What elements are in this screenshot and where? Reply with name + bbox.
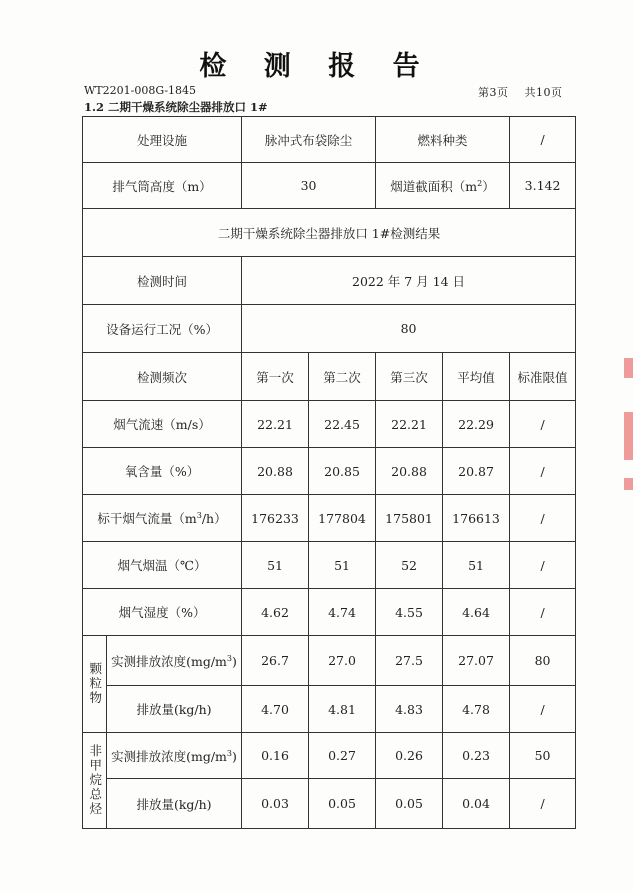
cell-limit: / bbox=[510, 542, 576, 589]
result-title: 二期干燥系统除尘器排放口 1#检测结果 bbox=[83, 209, 576, 257]
test-time-value: 2022 年 7 月 14 日 bbox=[242, 257, 576, 305]
cell-v1: 0.03 bbox=[242, 779, 309, 829]
row-label bbox=[107, 733, 242, 779]
col-limit: 标准限值 bbox=[510, 353, 576, 401]
cell-v2: 51 bbox=[309, 542, 376, 589]
table-row-flow bbox=[83, 495, 576, 542]
cell-limit: 50 bbox=[510, 733, 576, 779]
cell-v1: 20.88 bbox=[242, 448, 309, 495]
cell-v2: 27.0 bbox=[309, 636, 376, 686]
results-table bbox=[82, 116, 576, 829]
cell-v1: 26.7 bbox=[242, 636, 309, 686]
facility-label: 处理设施 bbox=[83, 117, 242, 163]
stack-height-value: 30 bbox=[242, 163, 376, 209]
stack-row bbox=[83, 163, 576, 209]
table-row-temp bbox=[83, 542, 576, 589]
cell-v3: 0.05 bbox=[376, 779, 443, 829]
cell-v1: 4.70 bbox=[242, 686, 309, 733]
conc-label-sup: 3 bbox=[226, 653, 232, 663]
cell-v3: 52 bbox=[376, 542, 443, 589]
particulate-group-text: 颗粒物 bbox=[87, 662, 103, 706]
row-label: 排放量(kg/h) bbox=[107, 779, 242, 829]
cell-avg: 22.29 bbox=[443, 401, 510, 448]
cell-limit: 80 bbox=[510, 636, 576, 686]
cell-v1: 0.16 bbox=[242, 733, 309, 779]
seal-stamp-edge-2 bbox=[624, 412, 633, 460]
table-row-nmhc-rate bbox=[83, 779, 576, 829]
operation-value: 80 bbox=[242, 305, 576, 353]
flue-area-label-sup: 2 bbox=[477, 178, 483, 188]
row-label: 烟气烟温（℃） bbox=[83, 542, 242, 589]
conc-label-end: ) bbox=[232, 653, 237, 669]
cell-limit: / bbox=[510, 779, 576, 829]
row-label: 氧含量（%） bbox=[83, 448, 242, 495]
table-row-particulate-conc bbox=[83, 636, 576, 686]
cell-v1: 22.21 bbox=[242, 401, 309, 448]
cell-v3: 22.21 bbox=[376, 401, 443, 448]
flue-area-label bbox=[376, 163, 510, 209]
facility-row bbox=[83, 117, 576, 163]
fuel-value: / bbox=[510, 117, 576, 163]
cell-limit: / bbox=[510, 589, 576, 636]
col-third: 第三次 bbox=[376, 353, 443, 401]
test-time-label: 检测时间 bbox=[83, 257, 242, 305]
stack-height-label: 排气筒高度（m） bbox=[83, 163, 242, 209]
cell-v2: 4.74 bbox=[309, 589, 376, 636]
cell-v1: 51 bbox=[242, 542, 309, 589]
cell-v3: 175801 bbox=[376, 495, 443, 542]
report-title: 检 测 报 告 bbox=[199, 51, 434, 82]
cell-avg: 0.23 bbox=[443, 733, 510, 779]
cell-v2: 177804 bbox=[309, 495, 376, 542]
result-title-row bbox=[83, 209, 576, 257]
table-row-humidity bbox=[83, 589, 576, 636]
cell-v3: 4.83 bbox=[376, 686, 443, 733]
cell-v3: 20.88 bbox=[376, 448, 443, 495]
table-row-nmhc-conc bbox=[83, 733, 576, 779]
page-info: 第3页 共10页 bbox=[478, 86, 563, 99]
cell-v2: 20.85 bbox=[309, 448, 376, 495]
conc-label-end: ) bbox=[232, 748, 237, 764]
row-label bbox=[107, 636, 242, 686]
table-row-particulate-rate bbox=[83, 686, 576, 733]
col-second: 第二次 bbox=[309, 353, 376, 401]
row-label: 排放量(kg/h) bbox=[107, 686, 242, 733]
flow-label-sup: 3 bbox=[196, 510, 202, 520]
seal-stamp-edge-1 bbox=[624, 358, 633, 378]
table-row-velocity bbox=[83, 401, 576, 448]
flow-label-end: /h） bbox=[201, 511, 227, 526]
cell-avg: 27.07 bbox=[443, 636, 510, 686]
flue-area-label-main: 烟道截面积（m bbox=[390, 178, 478, 194]
flue-area-label-end: ） bbox=[482, 178, 495, 194]
cell-v1: 176233 bbox=[242, 495, 309, 542]
cell-limit: / bbox=[510, 686, 576, 733]
operation-label: 设备运行工况（%） bbox=[83, 305, 242, 353]
cell-v2: 22.45 bbox=[309, 401, 376, 448]
cell-v3: 27.5 bbox=[376, 636, 443, 686]
section-title: 1.2 二期干燥系统除尘器排放口 1# bbox=[84, 100, 268, 114]
cell-v2: 0.05 bbox=[309, 779, 376, 829]
cell-avg: 51 bbox=[443, 542, 510, 589]
cell-v2: 0.27 bbox=[309, 733, 376, 779]
table-row-oxygen bbox=[83, 448, 576, 495]
flow-label-main: 标干烟气流量（m bbox=[97, 511, 197, 526]
cell-avg: 4.78 bbox=[443, 686, 510, 733]
test-time-row bbox=[83, 257, 576, 305]
cell-avg: 0.04 bbox=[443, 779, 510, 829]
report-number: WT2201-008G-1845 bbox=[84, 84, 197, 97]
nmhc-group-text: 非甲烷总烃 bbox=[87, 744, 103, 817]
cell-avg: 4.64 bbox=[443, 589, 510, 636]
col-freq: 检测频次 bbox=[83, 353, 242, 401]
cell-limit: / bbox=[510, 401, 576, 448]
col-avg: 平均值 bbox=[443, 353, 510, 401]
conc-label-sup: 3 bbox=[226, 748, 232, 758]
col-first: 第一次 bbox=[242, 353, 309, 401]
row-label: 烟气流速（m/s） bbox=[83, 401, 242, 448]
conc-label-main: 实测排放浓度(mg/m bbox=[111, 653, 227, 669]
nmhc-group-label bbox=[83, 733, 107, 829]
fuel-label: 燃料种类 bbox=[376, 117, 510, 163]
cell-avg: 20.87 bbox=[443, 448, 510, 495]
cell-avg: 176613 bbox=[443, 495, 510, 542]
column-header-row bbox=[83, 353, 576, 401]
cell-limit: / bbox=[510, 448, 576, 495]
cell-v3: 0.26 bbox=[376, 733, 443, 779]
row-label: 烟气湿度（%） bbox=[83, 589, 242, 636]
cell-limit: / bbox=[510, 495, 576, 542]
flue-area-value: 3.142 bbox=[510, 163, 576, 209]
conc-label-main: 实测排放浓度(mg/m bbox=[111, 748, 227, 764]
operation-row bbox=[83, 305, 576, 353]
cell-v3: 4.55 bbox=[376, 589, 443, 636]
row-label bbox=[83, 495, 242, 542]
cell-v2: 4.81 bbox=[309, 686, 376, 733]
particulate-group-label bbox=[83, 636, 107, 733]
cell-v1: 4.62 bbox=[242, 589, 309, 636]
facility-value: 脉冲式布袋除尘 bbox=[242, 117, 376, 163]
seal-stamp-edge-3 bbox=[624, 478, 633, 490]
